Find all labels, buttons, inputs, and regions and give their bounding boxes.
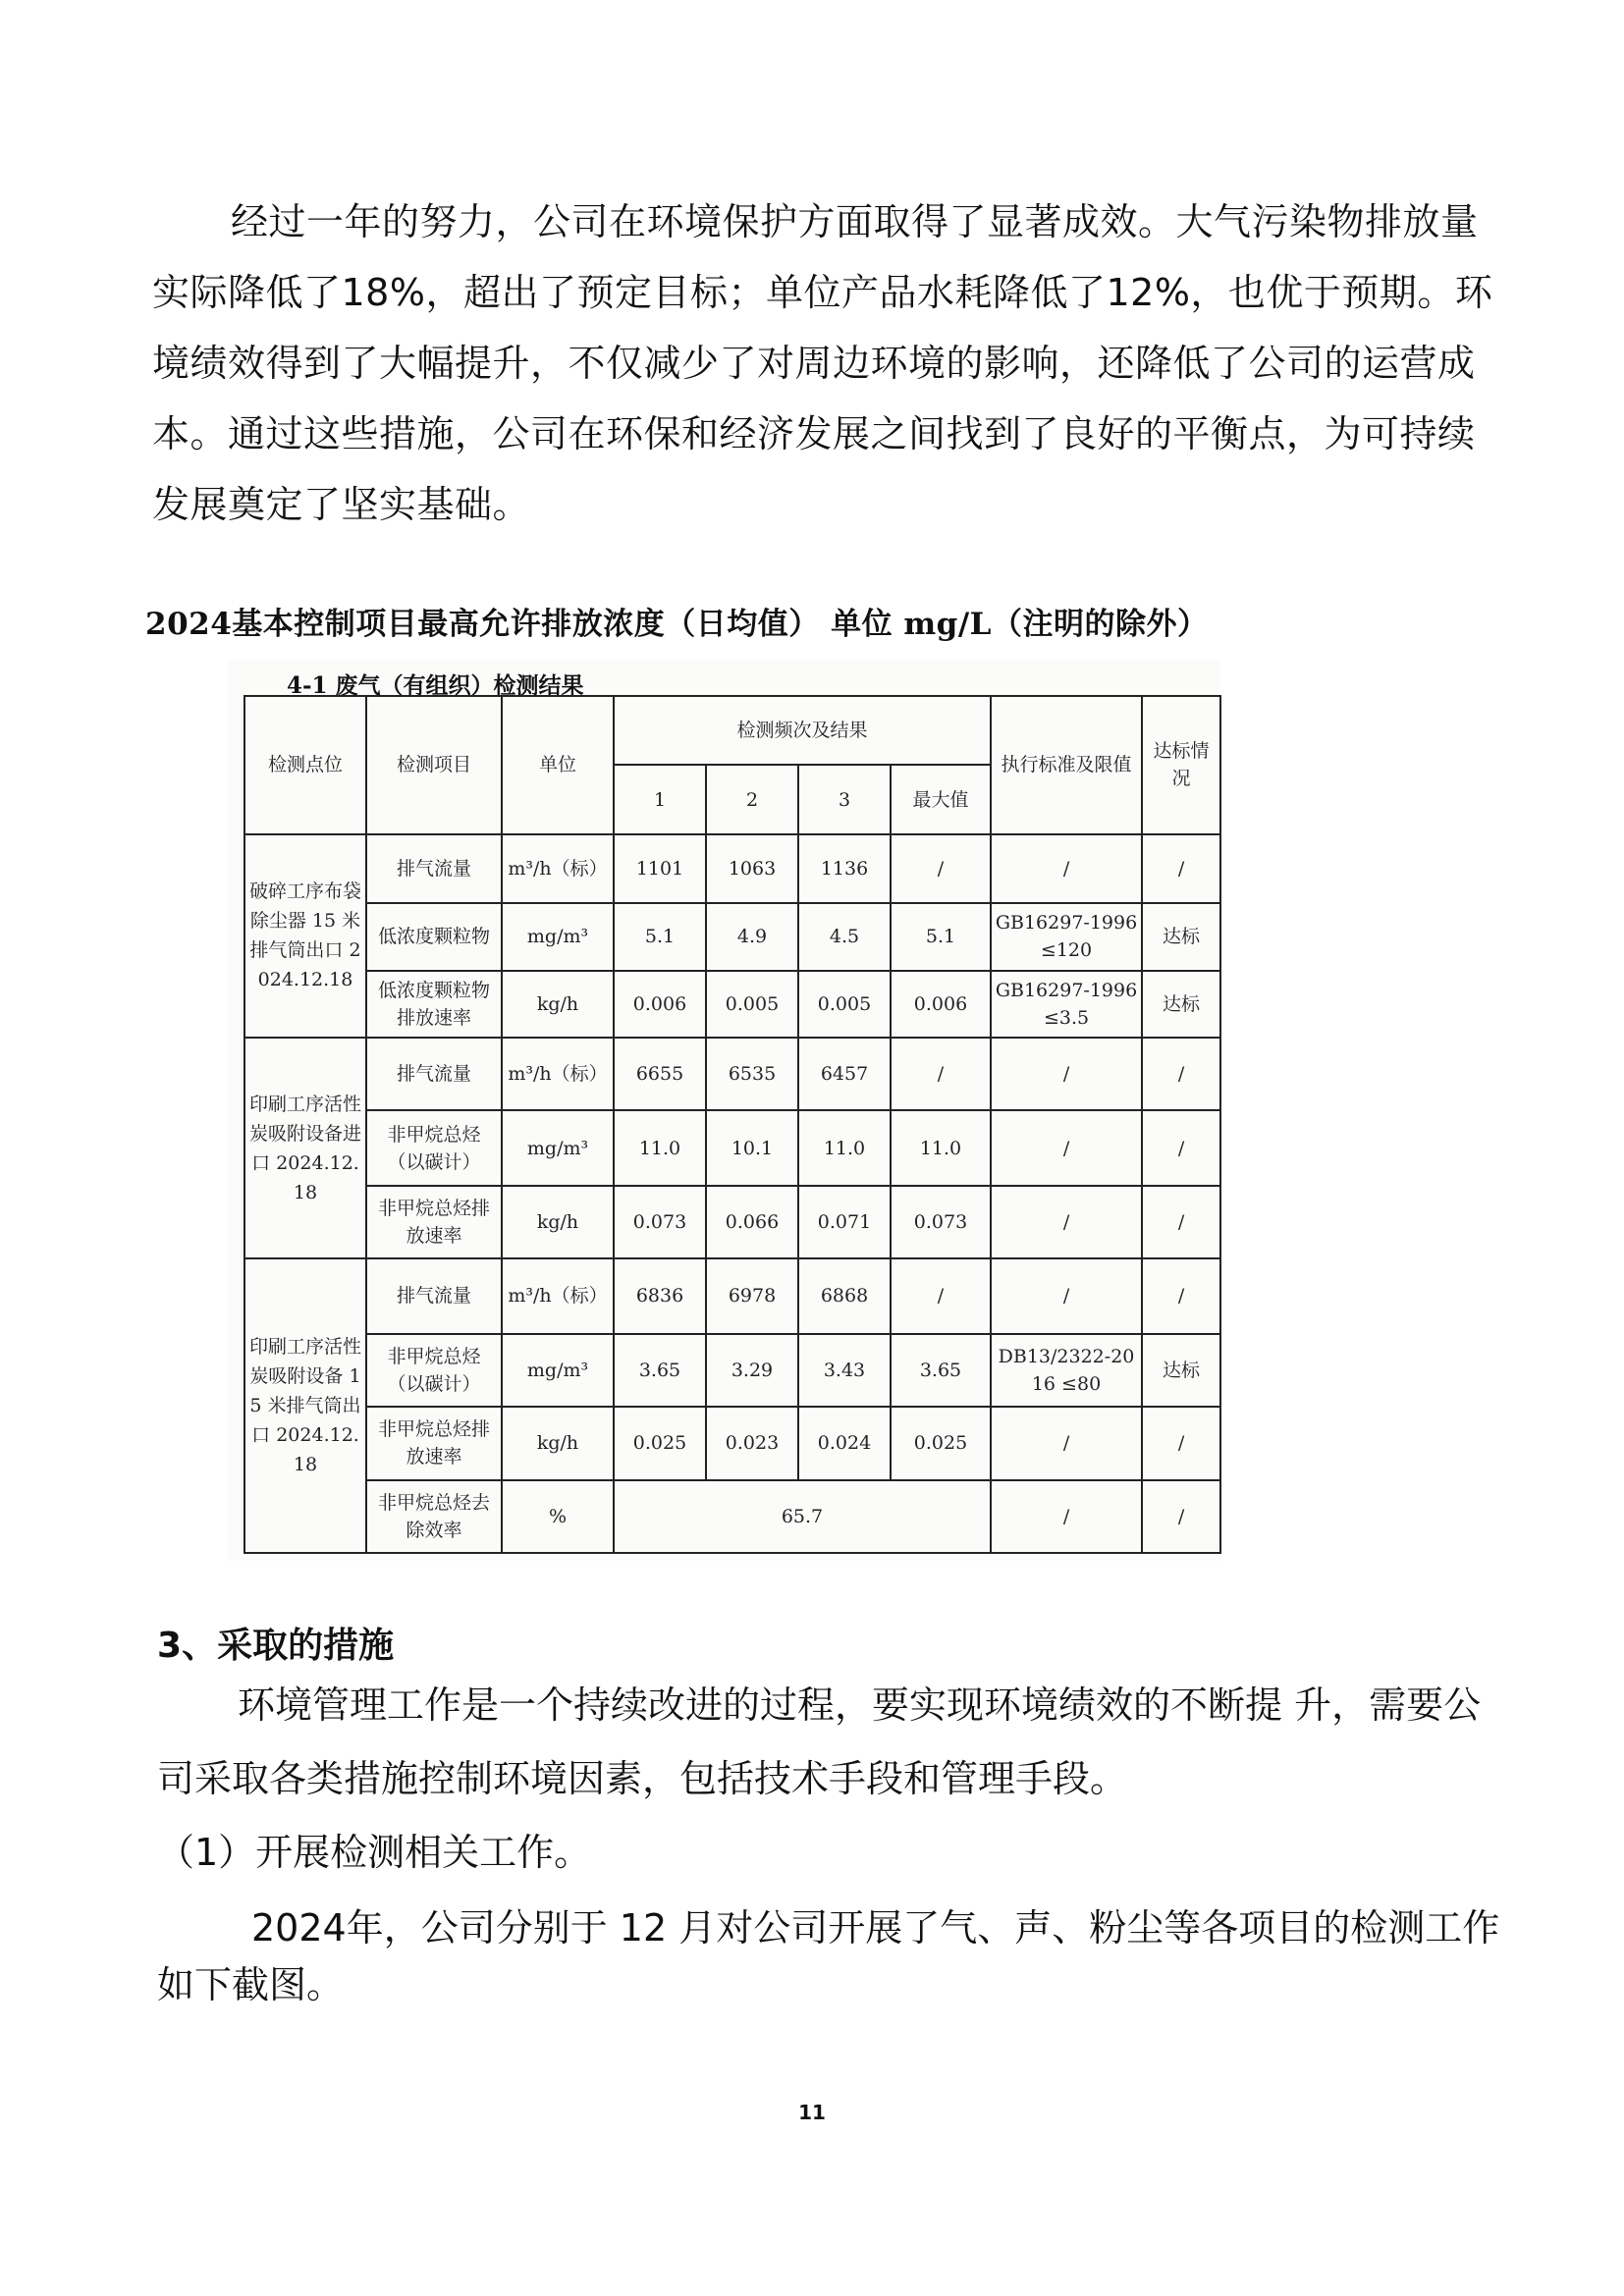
standard-cell: /	[991, 1480, 1142, 1553]
table-caption: 2024基本控制项目最高允许排放浓度（日均值） 单位 mg/L（注明的除外）	[145, 607, 1209, 642]
unit-cell: kg/h	[502, 971, 614, 1038]
intro-paragraph	[152, 187, 1507, 540]
status-cell: /	[1142, 834, 1220, 903]
unit-cell: kg/h	[502, 1186, 614, 1258]
item-cell: 非甲烷总烃排放速率	[366, 1186, 502, 1258]
measures-paragraph	[157, 1669, 1512, 1816]
value-cell: 0.023	[706, 1407, 798, 1479]
value-cell: 10.1	[706, 1110, 798, 1185]
unit-cell: m³/h（标）	[502, 1038, 614, 1110]
standard-cell: /	[991, 1186, 1142, 1258]
value-cell: 0.066	[706, 1186, 798, 1258]
status-cell: /	[1142, 1038, 1220, 1110]
unit-cell: %	[502, 1480, 614, 1553]
value-cell: 0.006	[614, 971, 706, 1038]
value-cell: 11.0	[614, 1110, 706, 1185]
header-location: 检测点位	[244, 696, 366, 834]
table-row	[244, 1480, 1220, 1553]
value-cell: 0.025	[614, 1407, 706, 1479]
standard-cell: DB13/2322-2016 ≤80	[991, 1334, 1142, 1407]
item-cell: 排气流量	[366, 834, 502, 903]
standard-cell: /	[991, 1110, 1142, 1185]
value-cell: 0.005	[798, 971, 891, 1038]
value-cell: 4.5	[798, 903, 891, 970]
value-cell: 1063	[706, 834, 798, 903]
item-cell: 排气流量	[366, 1038, 502, 1110]
standard-cell: /	[991, 834, 1142, 903]
location-cell: 印刷工序活性炭吸附设备进口 2024.12.18	[244, 1038, 366, 1258]
item-cell: 非甲烷总烃去除效率	[366, 1480, 502, 1553]
table-row	[244, 971, 1220, 1038]
value-cell: 0.024	[798, 1407, 891, 1479]
value-cell: 0.005	[706, 971, 798, 1038]
efficiency-value-cell: 65.7	[614, 1480, 991, 1553]
page-number: 11	[798, 2101, 826, 2124]
value-cell: 5.1	[614, 903, 706, 970]
status-cell: 达标	[1142, 1334, 1220, 1407]
item-cell: 非甲烷总烃（以碳计）	[366, 1110, 502, 1185]
value-cell: 6868	[798, 1258, 891, 1333]
status-cell: /	[1142, 1110, 1220, 1185]
value-cell: 6978	[706, 1258, 798, 1333]
status-cell: 达标	[1142, 903, 1220, 970]
max-cell: /	[891, 834, 991, 903]
value-cell: 6655	[614, 1038, 706, 1110]
value-cell: 6836	[614, 1258, 706, 1333]
value-cell: 6535	[706, 1038, 798, 1110]
table-row	[244, 1186, 1220, 1258]
value-cell: 0.073	[614, 1186, 706, 1258]
testing-paragraph-text: 2024年，公司分别于 12 月对公司开展了气、声、粉尘等各项目的检测工作如下截图。	[157, 1906, 1500, 2006]
measures-paragraph-text: 环境管理工作是一个持续改进的过程，要实现环境绩效的不断提 升，需要公司采取各类措施控制环境因素，包括技术手段和管理手段。	[157, 1683, 1482, 1800]
status-cell: /	[1142, 1258, 1220, 1333]
item-cell: 非甲烷总烃（以碳计）	[366, 1334, 502, 1407]
header-item: 检测项目	[366, 696, 502, 834]
status-cell: /	[1142, 1186, 1220, 1258]
standard-cell: /	[991, 1258, 1142, 1333]
max-cell: 5.1	[891, 903, 991, 970]
testing-paragraph	[157, 1899, 1512, 2013]
unit-cell: m³/h（标）	[502, 1258, 614, 1333]
header-run-3: 3	[798, 765, 891, 833]
table-row	[244, 834, 1220, 903]
item-cell: 非甲烷总烃排放速率	[366, 1407, 502, 1479]
table-row	[244, 1258, 1220, 1333]
max-cell: 0.025	[891, 1407, 991, 1479]
max-cell: /	[891, 1038, 991, 1110]
max-cell: 0.006	[891, 971, 991, 1038]
section-title: 、采取的措施	[182, 1626, 395, 1666]
header-status: 达标情况	[1142, 696, 1220, 834]
unit-cell: mg/m³	[502, 903, 614, 970]
item-cell: 低浓度颗粒物	[366, 903, 502, 970]
status-cell: 达标	[1142, 971, 1220, 1038]
header-run-2: 2	[706, 765, 798, 833]
location-cell: 印刷工序活性炭吸附设备 15 米排气筒出口 2024.12.18	[244, 1258, 366, 1553]
value-cell: 1101	[614, 834, 706, 903]
header-run-1: 1	[614, 765, 706, 833]
intro-paragraph-text: 经过一年的努力，公司在环境保护方面取得了显著成效。大气污染物排放量实际降低了18%，超出了预定目标；单位产品水耗降低了12%，也优于预期。环境绩效得到了大幅提升，不仅减少了对周边环境的影响，还降低了公司的运营成本。通过这些措施，公司在环保和经济发展之间找到了良好的平衡点，为可持续发展奠定了坚实基础。	[152, 200, 1493, 526]
table-row	[244, 1038, 1220, 1110]
header-unit: 单位	[502, 696, 614, 834]
standard-cell: GB16297-1996 ≤120	[991, 903, 1142, 970]
standard-cell: GB16297-1996 ≤3.5	[991, 971, 1142, 1038]
value-cell: 11.0	[798, 1110, 891, 1185]
unit-cell: mg/m³	[502, 1334, 614, 1407]
standard-cell: /	[991, 1038, 1142, 1110]
status-cell: /	[1142, 1480, 1220, 1553]
value-cell: 3.65	[614, 1334, 706, 1407]
header-results-group: 检测频次及结果	[614, 696, 991, 765]
table-scan-image	[228, 660, 1219, 1561]
max-cell: /	[891, 1258, 991, 1333]
status-cell: /	[1142, 1407, 1220, 1479]
table-row	[244, 1334, 1220, 1407]
item-cell: 低浓度颗粒物排放速率	[366, 971, 502, 1038]
value-cell: 0.071	[798, 1186, 891, 1258]
unit-cell: kg/h	[502, 1407, 614, 1479]
section-heading	[157, 1618, 394, 1668]
value-cell: 1136	[798, 834, 891, 903]
value-cell: 4.9	[706, 903, 798, 970]
header-max: 最大值	[891, 765, 991, 833]
value-cell: 3.29	[706, 1334, 798, 1407]
max-cell: 0.073	[891, 1186, 991, 1258]
unit-cell: mg/m³	[502, 1110, 614, 1185]
location-cell: 破碎工序布袋除尘器 15 米排气筒出口 2024.12.18	[244, 834, 366, 1038]
section-number: 3	[157, 1626, 183, 1666]
standard-cell: /	[991, 1407, 1142, 1479]
value-cell: 3.43	[798, 1334, 891, 1407]
max-cell: 3.65	[891, 1334, 991, 1407]
table-title: 4-1 废气（有组织）检测结果	[287, 672, 584, 699]
table-row	[244, 1407, 1220, 1479]
header-standard: 执行标准及限值	[991, 696, 1142, 834]
value-cell: 6457	[798, 1038, 891, 1110]
item-cell: 排气流量	[366, 1258, 502, 1333]
max-cell: 11.0	[891, 1110, 991, 1185]
unit-cell: m³/h（标）	[502, 834, 614, 903]
table-row	[244, 903, 1220, 970]
emission-results-table	[244, 695, 1221, 1554]
list-item-heading: （1）开展检测相关工作。	[157, 1831, 592, 1874]
table-row	[244, 1110, 1220, 1185]
